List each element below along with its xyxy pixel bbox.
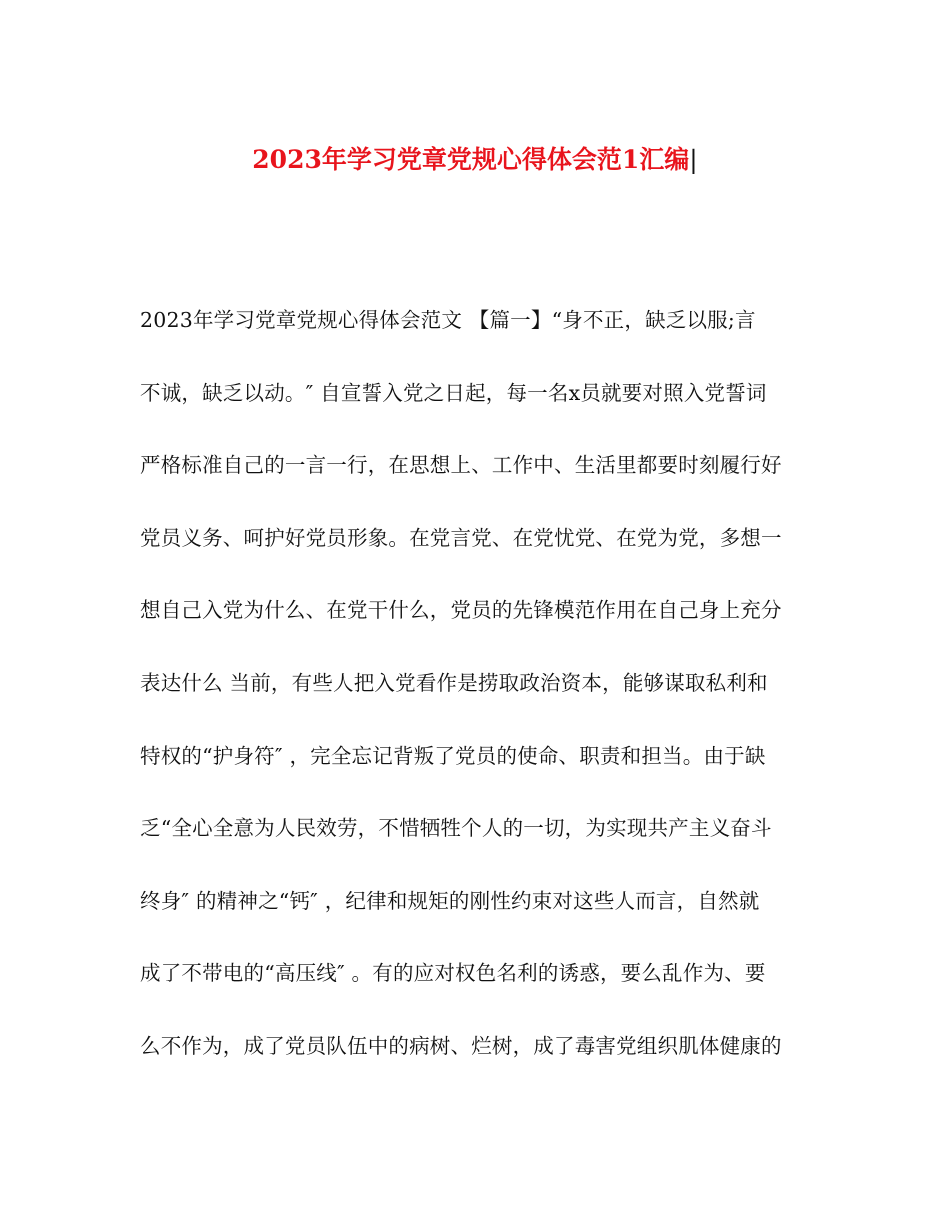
body-line: 成了不带电的“高压线″ 。有的应对权色名利的诱惑，要么乱作为、要 bbox=[140, 961, 766, 986]
document-title bbox=[0, 140, 950, 180]
body-line: 想自己入党为什么、在党干什么，党员的先锋模范作用在自己身上充分 bbox=[140, 598, 782, 623]
body-line: 党员义务、呵护好党员形象。在党言党、在党忧党、在党为党，多想一 bbox=[140, 525, 782, 550]
body-line: 2023年学习党章党规心得体会范文 【篇一】“身不正，缺乏以服;言 bbox=[140, 308, 756, 332]
body-line: 乏“全心全意为人民效劳，不惜牺牲个人的一切，为实现共产主义奋斗 bbox=[140, 816, 772, 841]
body-line: 严格标准自己的一言一行，在思想上、工作中、生活里都要时刻履行好 bbox=[140, 453, 782, 478]
body-line: 表达什么 当前，有些人把入党看作是捞取政治资本，能够谋取私利和 bbox=[140, 670, 768, 695]
document-body bbox=[140, 300, 820, 1099]
body-line: 特权的“护身符″ ，完全忘记背叛了党员的使命、职责和担当。由于缺 bbox=[140, 743, 766, 768]
title-text: 2023年学习党章党规心得体会范1汇编 bbox=[252, 145, 690, 174]
body-line: 终身″ 的精神之“钙″ ，纪律和规矩的刚性约束对这些人而言，自然就 bbox=[140, 888, 760, 913]
text-cursor: | bbox=[689, 145, 698, 174]
body-line: 么不作为，成了党员队伍中的病树、烂树，成了毒害党组织肌体健康的 bbox=[140, 1033, 782, 1058]
body-line: 不诚，缺乏以动。″ 自宣誓入党之日起，每一名x员就要对照入党誓词 bbox=[140, 380, 767, 405]
